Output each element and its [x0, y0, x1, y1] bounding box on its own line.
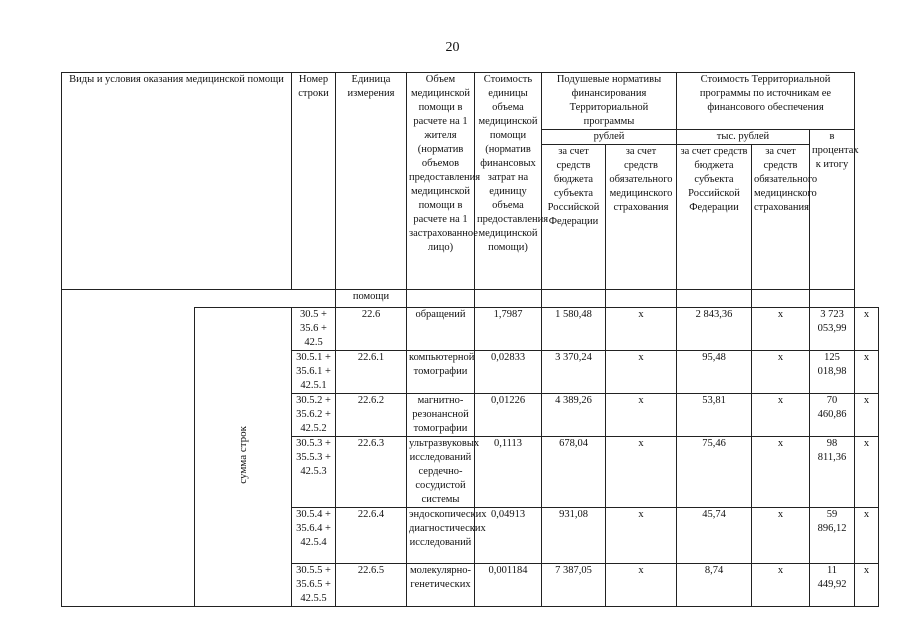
row-pc-budget: x — [606, 394, 677, 437]
row-pc-budget: x — [606, 351, 677, 394]
row-cost-oms: 11 449,92 — [810, 564, 855, 607]
continuation-unit: помощи — [336, 290, 407, 308]
header-unit-cost: Стоимость единицы объема медицинской помощи (норматив финансовых затрат на единицу объема предоставления медицинской помощи) — [475, 73, 542, 290]
row-cost: 3 370,24 — [542, 351, 606, 394]
row-volume: 0,01226 — [475, 394, 542, 437]
row-percent: x — [855, 564, 879, 607]
financing-table — [61, 72, 879, 607]
row-cost-oms: 125 018,98 — [810, 351, 855, 394]
row-pc-budget: x — [606, 437, 677, 508]
row-pc-budget: x — [606, 508, 677, 564]
row-number: 22.6 — [336, 308, 407, 351]
header-volume: Объем медицинской помощи в расчете на 1 жителя (норматив объемов предоставления медицинской помощи в расчете на 1 застрахованное лицо) — [407, 73, 475, 290]
header-per-capita: Подушевые нормативы финансирования Территориальной программы — [542, 73, 677, 130]
row-cost-budget: x — [752, 564, 810, 607]
row-lines: 30.5.2 + 35.6.2 + 42.5.2 — [292, 394, 336, 437]
row-cost-oms: 98 811,36 — [810, 437, 855, 508]
row-percent: x — [855, 308, 879, 351]
row-unit: ультразвуковых исследований сердечно-сосудистой системы — [407, 437, 475, 508]
row-cost-budget: x — [752, 394, 810, 437]
row-cost-oms: 59 896,12 — [810, 508, 855, 564]
row-percent: x — [855, 508, 879, 564]
header-cost-oms: за счет средств обязательного медицинского страхования — [752, 145, 810, 290]
row-cost: 931,08 — [542, 508, 606, 564]
row-pc-budget: x — [606, 308, 677, 351]
row-percent: x — [855, 351, 879, 394]
row-cost-budget: x — [752, 508, 810, 564]
side-label: сумма строк — [237, 425, 249, 484]
row-pc-oms: 45,74 — [677, 508, 752, 564]
row-unit: эндоскопических диагностических исследований — [407, 508, 475, 564]
row-unit: магнитно-резонансной томографии — [407, 394, 475, 437]
row-cost: 4 389,26 — [542, 394, 606, 437]
row-pc-oms: 8,74 — [677, 564, 752, 607]
row-percent: x — [855, 437, 879, 508]
row-lines: 30.5.5 + 35.6.5 + 42.5.5 — [292, 564, 336, 607]
header-percent: в процентах к итогу — [810, 130, 855, 290]
row-volume: 0,001184 — [475, 564, 542, 607]
row-cost-budget: x — [752, 437, 810, 508]
row-lines: 30.5 + 35.6 + 42.5 — [292, 308, 336, 351]
row-pc-oms: 2 843,36 — [677, 308, 752, 351]
header-row-number: Номер строки — [292, 73, 336, 290]
header-thous-rub: тыс. рублей — [677, 130, 810, 145]
row-volume: 0,04913 — [475, 508, 542, 564]
header-kinds: Виды и условия оказания медицинской помощи — [62, 73, 292, 290]
row-cost-oms: 3 723 053,99 — [810, 308, 855, 351]
header-cost-budget: за счет средств бюджета субъекта Российской Федерации — [677, 145, 752, 290]
row-number: 22.6.1 — [336, 351, 407, 394]
row-volume: 0,1113 — [475, 437, 542, 508]
header-unit: Единица измерения — [336, 73, 407, 290]
row-cost-oms: 70 460,86 — [810, 394, 855, 437]
row-unit: компьютерной томографии — [407, 351, 475, 394]
row-lines: 30.5.4 + 35.6.4 + 42.5.4 — [292, 508, 336, 564]
row-cost: 678,04 — [542, 437, 606, 508]
header-pc-budget: за счет средств бюджета субъекта Российской Федерации — [542, 145, 606, 290]
row-number: 22.6.3 — [336, 437, 407, 508]
row-unit: обращений — [407, 308, 475, 351]
row-lines: 30.5.3 + 35.5.3 + 42.5.3 — [292, 437, 336, 508]
header-rub: рублей — [542, 130, 677, 145]
page-number: 20 — [445, 40, 460, 55]
row-percent: x — [855, 394, 879, 437]
header-program-cost: Стоимость Территориальной программы по источникам ее финансового обеспечения — [677, 73, 855, 130]
row-cost: 1 580,48 — [542, 308, 606, 351]
row-cost-budget: x — [752, 351, 810, 394]
row-cost-budget: x — [752, 308, 810, 351]
row-number: 22.6.4 — [336, 508, 407, 564]
row-pc-budget: x — [606, 564, 677, 607]
row-cost: 7 387,05 — [542, 564, 606, 607]
row-pc-oms: 75,46 — [677, 437, 752, 508]
row-pc-oms: 53,81 — [677, 394, 752, 437]
row-volume: 0,02833 — [475, 351, 542, 394]
header-pc-oms: за счет средств обязательного медицинского страхования — [606, 145, 677, 290]
side-label-cell — [195, 308, 292, 607]
row-number: 22.6.2 — [336, 394, 407, 437]
row-number: 22.6.5 — [336, 564, 407, 607]
row-pc-oms: 95,48 — [677, 351, 752, 394]
row-unit: молекулярно-генетических — [407, 564, 475, 607]
row-lines: 30.5.1 + 35.6.1 + 42.5.1 — [292, 351, 336, 394]
row-volume: 1,7987 — [475, 308, 542, 351]
